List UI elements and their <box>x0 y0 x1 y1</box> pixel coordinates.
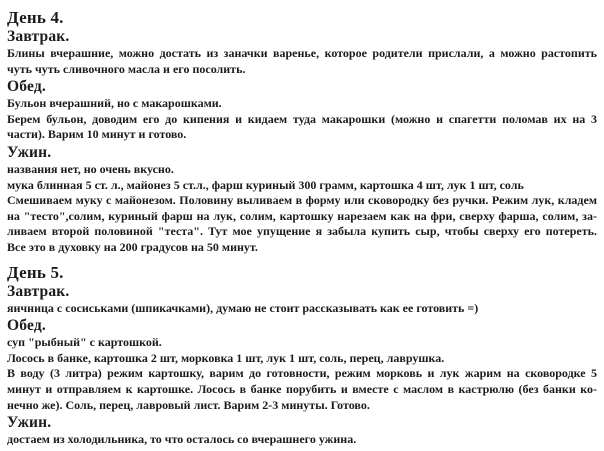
paragraph <box>7 193 597 255</box>
text-line: Блины вчерашние, можно достать из заначки варенье, которое родители прислали, а можно растопить <box>7 46 597 60</box>
text-line: части). Варим 10 минут и готово. <box>7 127 187 142</box>
paragraph <box>7 432 597 448</box>
text-line: Смешиваем муку с майонезом. Половину выливаем в форму или сковородку без ручки. Режим лук, кладем <box>7 193 597 208</box>
meal-heading: Завтрак. <box>7 28 70 45</box>
paragraph <box>7 178 597 194</box>
paragraph <box>7 112 597 143</box>
paragraph <box>7 162 597 178</box>
meal-heading: Ужин. <box>7 143 52 161</box>
text-line: яичница с сосиськами (шпикачками), думаю не стоит рассказывать как ее готовить =) <box>7 300 479 315</box>
text-line: Лосось в банке, картошка 2 шт, морковка 1 шт, лук 1 шт, соль, перец, лаврушка. <box>7 350 445 365</box>
paragraph <box>7 335 597 351</box>
day-heading: День 5. <box>7 262 64 282</box>
text-line: минут и отправляем к картошке. Лосось в банке порубить и вместе с маслом в кастрюлю (без банки ко- <box>7 381 597 396</box>
text-line: ливаем второй половиной "теста". Тут мое упущение я забыла купить сыр, чтобы сверху его потереть. <box>7 224 597 239</box>
text-line: на "тесто",солим, куриный фарш на лук, солим, картошку нарезаем как на фри, сверху фарша, солим, за- <box>7 208 597 223</box>
text-line: нечно же). Соль, перец, лавровый лист. Варим 2-3 минуты. Готово. <box>7 397 370 412</box>
day-heading: День 4. <box>7 8 64 27</box>
meal-heading: Обед. <box>7 317 46 335</box>
text-line: суп "рыбный" с картошкой. <box>7 335 162 350</box>
paragraph <box>7 96 597 112</box>
meal-heading: Ужин. <box>7 414 52 432</box>
text-line: названия нет, но очень вкусно. <box>7 161 174 176</box>
text-line: достаем из холодильника, то что осталось со вчерашнего ужина. <box>7 432 357 447</box>
text-line: В воду (3 литра) режим картошку, варим до готовности, режим морковь и лук жарим на сковородке 5 <box>7 366 597 381</box>
paragraph <box>7 301 597 317</box>
text-line: мука блинная 5 ст. л., майонез 5 ст.л., фарш куриный 300 грамм, картошка 4 шт, лук 1 шт, соль <box>7 177 524 192</box>
text-line: Берем бульон, доводим его до кипения и кидаем туда макарошки (можно и спагетти поломав их на 3 <box>7 111 597 126</box>
paragraph <box>7 351 597 367</box>
text-line: чуть чуть сливочного масла и его посолить. <box>7 61 246 76</box>
meal-heading: Обед. <box>7 78 46 96</box>
paragraph <box>7 46 597 77</box>
meal-heading: Завтрак. <box>7 282 70 300</box>
text-line: Бульон вчерашний, но с макарошками. <box>7 96 222 111</box>
text-line: Все это в духовку на 200 градусов на 50 минут. <box>7 239 258 254</box>
paragraph <box>7 366 597 413</box>
